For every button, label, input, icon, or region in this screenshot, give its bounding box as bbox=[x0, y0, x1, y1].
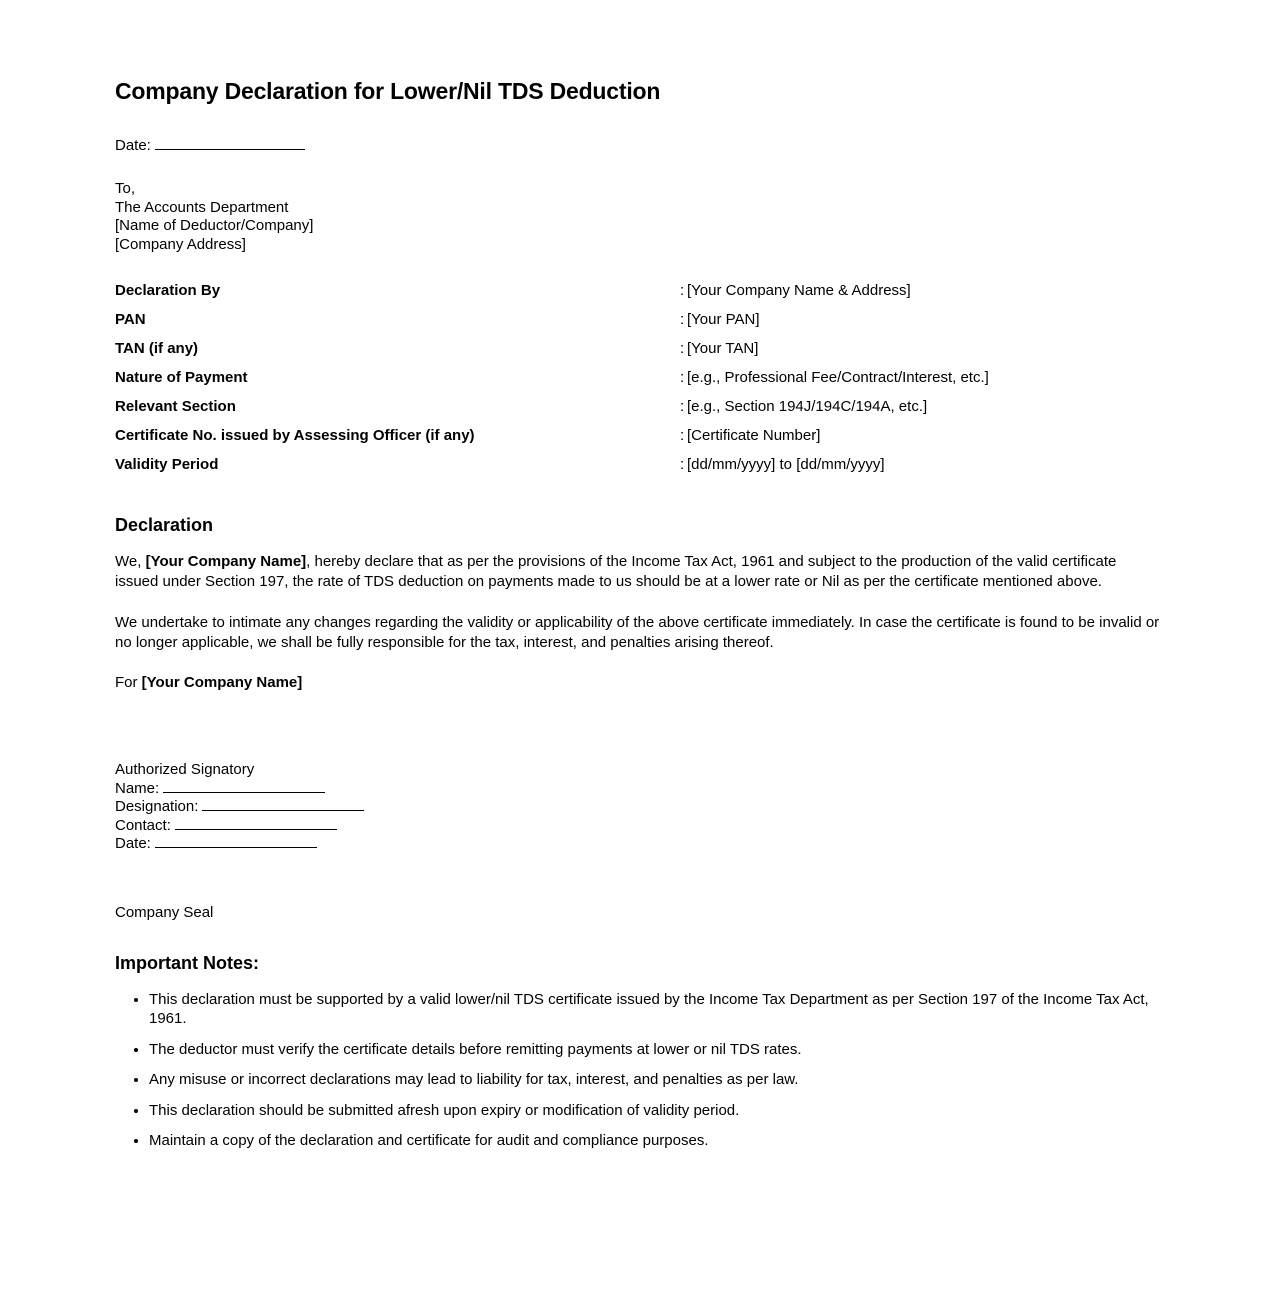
signatory-contact-label: Contact: bbox=[115, 816, 171, 834]
field-value-text: [Your TAN] bbox=[687, 340, 759, 357]
date-label: Date: bbox=[115, 137, 151, 154]
for-company-name: [Your Company Name] bbox=[141, 674, 303, 691]
recipient-block bbox=[115, 180, 1163, 254]
page-title: Company Declaration for Lower/Nil TDS Deduction bbox=[115, 78, 661, 104]
date-line bbox=[115, 137, 1163, 154]
field-value: : [e.g., Professional Fee/Contract/Interest, etc.] bbox=[680, 369, 989, 386]
declaration-paragraph-1 bbox=[115, 552, 1163, 591]
table-row bbox=[115, 427, 1163, 456]
declaration-fields-table bbox=[115, 282, 1163, 485]
table-row bbox=[115, 369, 1163, 398]
recipient-address: [Company Address] bbox=[115, 235, 246, 253]
field-value-text: [e.g., Professional Fee/Contract/Interest, etc.] bbox=[687, 369, 989, 386]
field-label: Declaration By bbox=[115, 282, 221, 299]
for-prefix: For bbox=[115, 674, 142, 691]
for-company-line bbox=[115, 674, 1163, 691]
recipient-department: The Accounts Department bbox=[115, 198, 289, 216]
important-notes-heading: Important Notes: bbox=[115, 952, 259, 973]
list-item: • This declaration must be supported by a valid lower/nil TDS certificate issued by the Income Tax Department as per Section 197 of the Income Tax Act, 1961. bbox=[149, 990, 1163, 1029]
signature-block bbox=[115, 761, 1163, 854]
signatory-designation-label: Designation: bbox=[115, 798, 199, 815]
field-value-text: [Your Company Name & Address] bbox=[687, 282, 911, 299]
field-label: Validity Period bbox=[115, 456, 219, 473]
field-value-text: [Certificate Number] bbox=[687, 427, 821, 444]
field-label: TAN (if any) bbox=[115, 340, 199, 357]
recipient-deductor: [Name of Deductor/Company] bbox=[115, 217, 314, 234]
declaration-heading: Declaration bbox=[115, 515, 214, 535]
signatory-date-blank-field[interactable] bbox=[155, 835, 317, 848]
signatory-date-row bbox=[115, 835, 1163, 854]
field-value-text: [Your PAN] bbox=[687, 311, 760, 328]
field-label: Certificate No. issued by Assessing Officer (if any) bbox=[115, 427, 475, 444]
field-value: : [Your TAN] bbox=[680, 340, 759, 357]
declaration-company-name: [Your Company Name] bbox=[145, 553, 307, 570]
signatory-name-label: Name: bbox=[115, 779, 160, 797]
recipient-to: To, bbox=[115, 180, 136, 197]
field-value: : [Your PAN] bbox=[680, 311, 760, 328]
signatory-designation-blank-field[interactable] bbox=[202, 798, 364, 811]
signatory-name-blank-field[interactable] bbox=[163, 780, 325, 793]
signatory-date-label: Date: bbox=[115, 835, 151, 852]
table-row bbox=[115, 311, 1163, 340]
field-value: : [Your Company Name & Address] bbox=[680, 282, 911, 299]
list-item: • This declaration should be submitted afresh upon expiry or modification of validity period. bbox=[149, 1101, 1163, 1121]
date-blank-field[interactable] bbox=[155, 137, 305, 150]
list-item: • Any misuse or incorrect declarations may lead to liability for tax, interest, and penalties as per law. bbox=[149, 1070, 1163, 1090]
signatory-contact-blank-field[interactable] bbox=[175, 817, 337, 830]
field-value-text: [dd/mm/yyyy] to [dd/mm/yyyy] bbox=[687, 456, 885, 473]
important-notes-list bbox=[115, 990, 1163, 1151]
signatory-designation-row bbox=[115, 798, 1163, 817]
field-label: Relevant Section bbox=[115, 398, 236, 415]
table-row bbox=[115, 398, 1163, 427]
field-value: : [dd/mm/yyyy] to [dd/mm/yyyy] bbox=[680, 456, 885, 473]
declaration-paragraph-2: We undertake to intimate any changes regarding the validity or applicability of the above certificate immediately. In case the certificate is found to be invalid or no longer applicable, we shall be fully responsible for the tax, interest, and penalties arising thereof. bbox=[115, 614, 1160, 651]
company-seal-label: Company Seal bbox=[115, 903, 214, 921]
field-value: : [Certificate Number] bbox=[680, 427, 821, 444]
declaration-para1-rest: , hereby declare that as per the provisions of the Income Tax Act, 1961 and subject to the production of the valid certificate issued under Section 197, the rate of TDS deduction on payments made to us should be at a lower rate or Nil as per the certificate mentioned above. bbox=[115, 553, 1117, 590]
signatory-contact-row bbox=[115, 817, 1163, 836]
list-item: • The deductor must verify the certificate details before remitting payments at lower or nil TDS rates. bbox=[149, 1040, 1163, 1060]
field-value: : [e.g., Section 194J/194C/194A, etc.] bbox=[680, 398, 928, 415]
list-item: • Maintain a copy of the declaration and certificate for audit and compliance purposes. bbox=[149, 1131, 1163, 1151]
declaration-para1-prefix: We, bbox=[115, 553, 146, 570]
table-row bbox=[115, 282, 1163, 311]
table-row bbox=[115, 340, 1163, 369]
field-label: PAN bbox=[115, 311, 146, 328]
table-row bbox=[115, 456, 1163, 485]
field-label: Nature of Payment bbox=[115, 369, 248, 386]
field-value-text: [e.g., Section 194J/194C/194A, etc.] bbox=[687, 398, 928, 415]
signatory-name-row bbox=[115, 780, 1163, 799]
authorized-signatory-label: Authorized Signatory bbox=[115, 761, 255, 778]
